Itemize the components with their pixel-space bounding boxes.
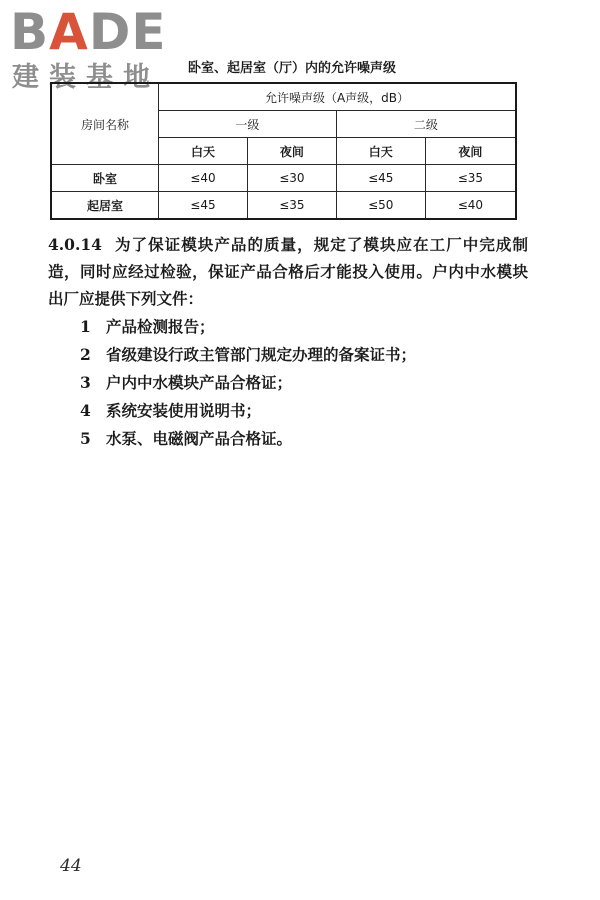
list-item-index: 2: [80, 345, 91, 364]
room-name-header: 房间名称: [51, 83, 159, 165]
list-item-text: 省级建设行政主管部门规定办理的备案证书；: [106, 345, 417, 364]
list-item-index: 4: [80, 401, 91, 420]
room-name-cell: 卧室: [51, 165, 159, 192]
room-name-cell: 起居室: [51, 192, 159, 220]
list-item-text: 水泵、电磁阀产品合格证。: [106, 429, 293, 448]
noise-level-table: [50, 82, 517, 220]
value-cell: ≤45: [336, 165, 425, 192]
grade-1-header: 一级: [159, 111, 337, 138]
table-title: 卧室、起居室（厅）内的允许噪声级: [188, 61, 397, 76]
document-list: [80, 313, 416, 453]
list-item-index: 1: [80, 317, 91, 336]
table-header-row: [51, 83, 516, 111]
period-header: 夜间: [247, 138, 336, 165]
list-item-text: 系统安装使用说明书；: [106, 401, 262, 420]
table-row: [51, 192, 516, 220]
value-cell: ≤35: [247, 192, 336, 220]
value-cell: ≤30: [247, 165, 336, 192]
list-item-text: 户内中水模块产品合格证；: [106, 373, 293, 392]
list-item-text: 产品检测报告；: [106, 317, 215, 336]
value-cell: ≤50: [336, 192, 425, 220]
noise-level-header: 允许噪声级（A声级，dB）: [159, 83, 517, 111]
list-item-index: 5: [80, 429, 91, 448]
list-item: [80, 425, 416, 453]
period-header: 夜间: [425, 138, 516, 165]
period-header: 白天: [336, 138, 425, 165]
clause-number: 4.0.14: [48, 235, 102, 254]
grade-2-header: 二级: [336, 111, 516, 138]
table-row: [51, 165, 516, 192]
list-item-index: 3: [80, 373, 91, 392]
value-cell: ≤45: [159, 192, 248, 220]
list-item: [80, 369, 416, 397]
logo-subtitle: 建装基地: [12, 62, 160, 93]
value-cell: ≤40: [425, 192, 516, 220]
clause-paragraph: [48, 231, 528, 312]
list-item: [80, 397, 416, 425]
value-cell: ≤35: [425, 165, 516, 192]
logo-wordmark: BADE: [10, 3, 167, 61]
list-item: [80, 341, 416, 369]
value-cell: ≤40: [159, 165, 248, 192]
period-header: 白天: [159, 138, 248, 165]
clause-text: 为了保证模块产品的质量，规定了模块应在工厂中完成制造，同时应经过检验，保证产品合格后才能投入使用。户内中水模块出厂应提供下列文件：: [48, 235, 528, 308]
page-number: 44: [60, 856, 82, 876]
list-item: [80, 313, 416, 341]
